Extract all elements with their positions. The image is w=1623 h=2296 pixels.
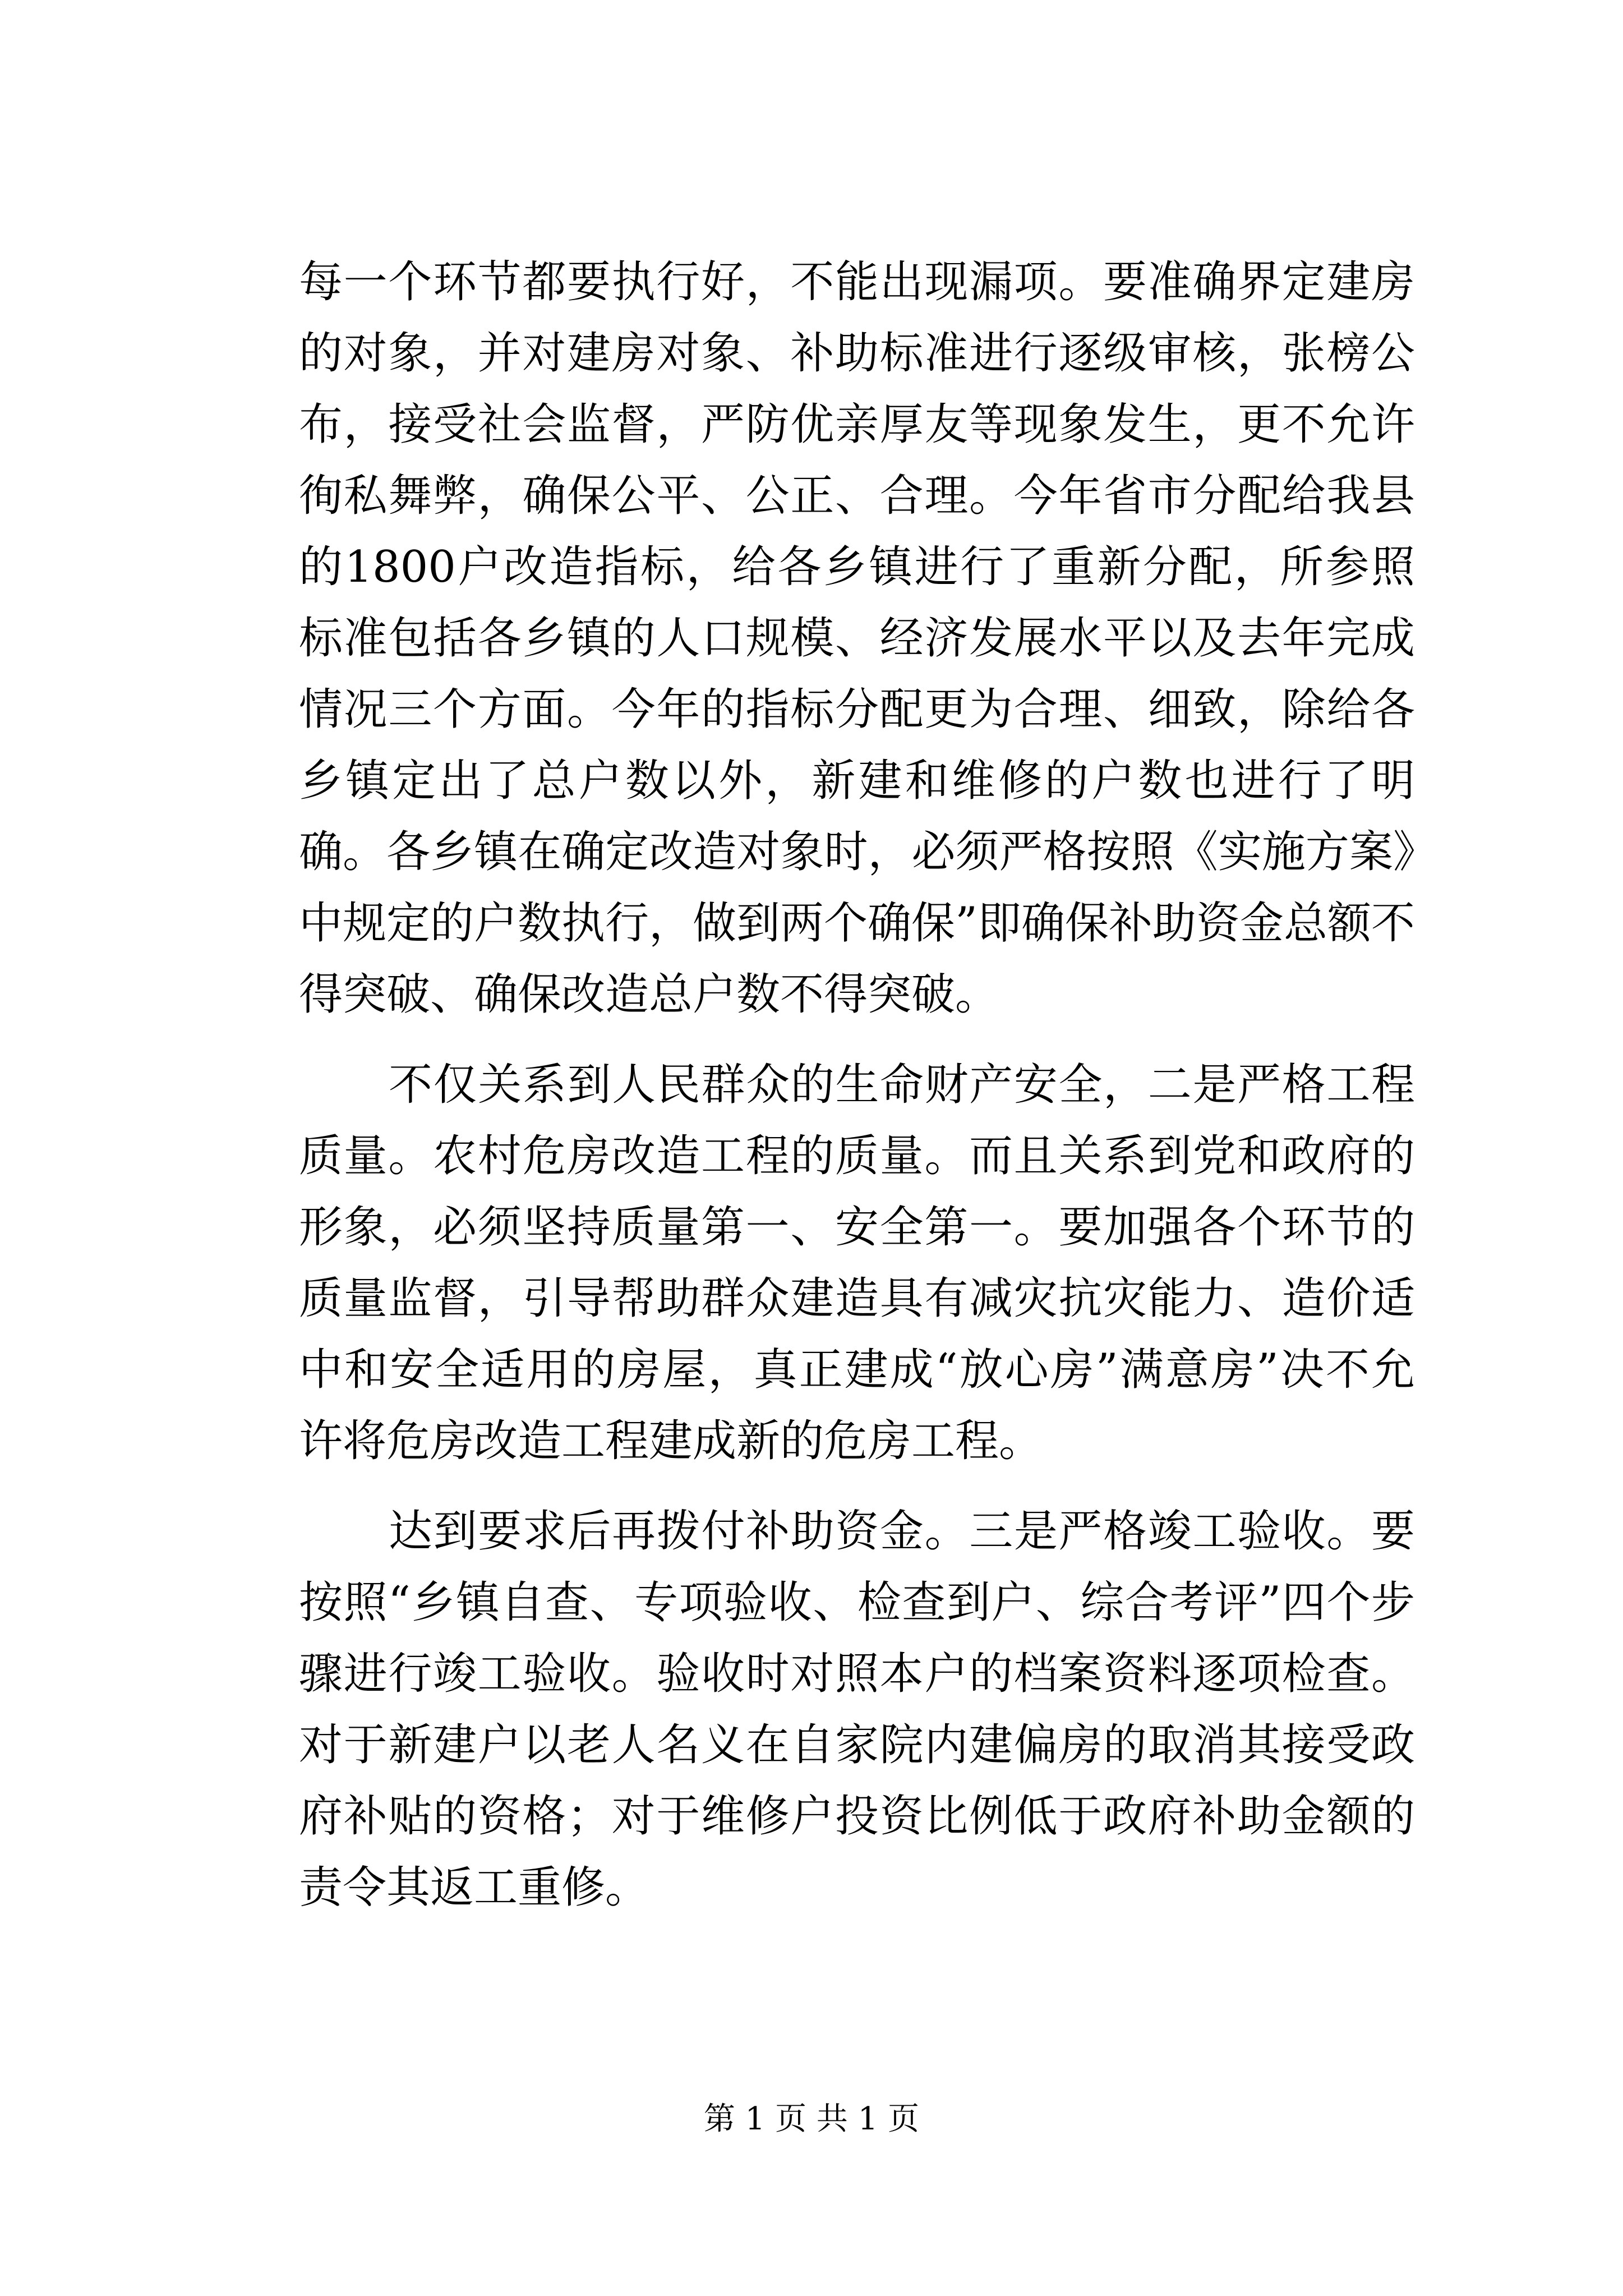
- page-footer: 第 1 页 共 1 页: [703, 2101, 920, 2137]
- paragraph-2: 不仅关系到人民群众的生命财产安全，二是严格工程质量。农村危房改造工程的质量。而且关系到党和政府的形象，必须坚持质量第一、安全第一。要加强各个环节的质量监督，引导帮助群众建造具有减灾抗灾能力、造价适中和安全适用的房屋，真正建成“放心房”满意房”决不允许将危房改造工程建成新的危房工程。: [299, 1060, 1415, 1466]
- paragraph-3: 达到要求后再拨付补助资金。三是严格竣工验收。要按照“乡镇自查、专项验收、检查到户、综合考评”四个步骤进行竣工验收。验收时对照本户的档案资料逐项检查。对于新建户以老人名义在自家院内建偏房的取消其接受政府补贴的资格；对于维修户投资比例低于政府补助金额的责令其返工重修。: [299, 1506, 1415, 1913]
- document-body: [299, 247, 1415, 1924]
- paragraph-1: 每一个环节都要执行好，不能出现漏项。要准确界定建房的对象，并对建房对象、补助标准进行逐级审核，张榜公布，接受社会监督，严防优亲厚友等现象发生，更不允许徇私舞弊，确保公平、公正、合理。今年省市分配给我县的1800户改造指标，给各乡镇进行了重新分配，所参照标准包括各乡镇的人口规模、经济发展水平以及去年完成情况三个方面。今年的指标分配更为合理、细致，除给各乡镇定出了总户数以外，新建和维修的户数也进行了明确。各乡镇在确定改造对象时，必须严格按照《实施方案》中规定的户数执行，做到两个确保”即确保补助资金总额不得突破、确保改造总户数不得突破。: [299, 257, 1415, 1020]
